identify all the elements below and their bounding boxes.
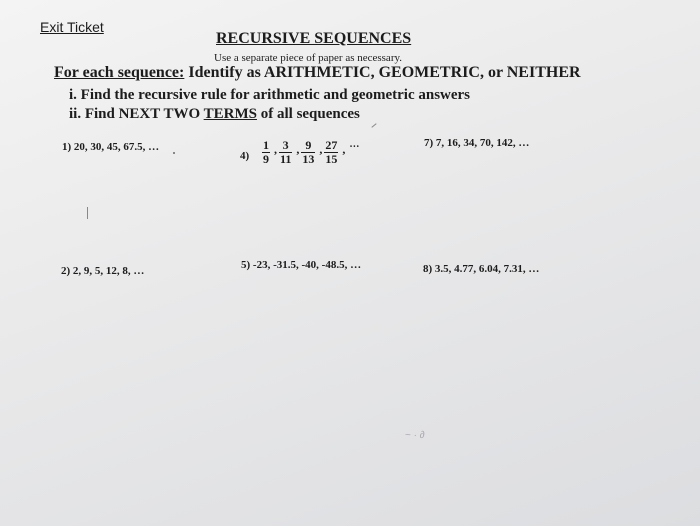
instruction-line [54,64,581,82]
problem-2: 2) 2, 9, 5, 12, 8, … [61,265,145,277]
problem-1: 1) 20, 30, 45, 67.5, … [62,141,160,153]
problem-8: 8) 3.5, 4.77, 6.04, 7.31, … [423,263,540,275]
instruction-rest: Identify as ARITHMETIC, GEOMETRIC, or NEITHER [184,64,581,81]
fraction: $\frac{9}{13}$ [302,138,315,166]
separator: , [342,142,346,156]
problem-7: 7) 7, 16, 34, 70, 142, … [424,137,530,149]
step-ii-terms: TERMS [203,106,257,122]
step-ii [69,106,360,123]
worksheet-title: RECURSIVE SEQUENCES [216,30,412,47]
problem-4-sequence [262,139,359,166]
exit-ticket-label: Exit Ticket [40,19,104,35]
separator: , [274,142,277,156]
step-ii-prefix: ii. Find NEXT TWO [69,106,204,122]
worksheet-subtitle: Use a separate piece of paper as necessary. [214,52,403,64]
pencil-mark [173,152,175,154]
instruction-lead: For each sequence: [54,64,185,81]
step-ii-suffix: of all sequences [256,106,360,122]
fraction: $\frac{27}{15}$ [325,138,338,166]
pencil-mark [87,207,88,219]
problem-5: 5) -23, -31.5, -40, -48.5, … [241,259,362,271]
separator: , [319,142,323,156]
separator: , [296,142,300,156]
pencil-mark [371,123,376,128]
step-i: i. Find the recursive rule for arithmetic and geometric answers [69,87,471,103]
ellipsis: … [349,139,360,150]
fraction: $\frac{3}{11}$ [280,138,292,166]
fraction: $\frac{1}{9}$ [263,138,269,166]
problem-4-number: 4) [240,150,250,162]
faint-scribble: ~ · ∂ [405,430,425,441]
